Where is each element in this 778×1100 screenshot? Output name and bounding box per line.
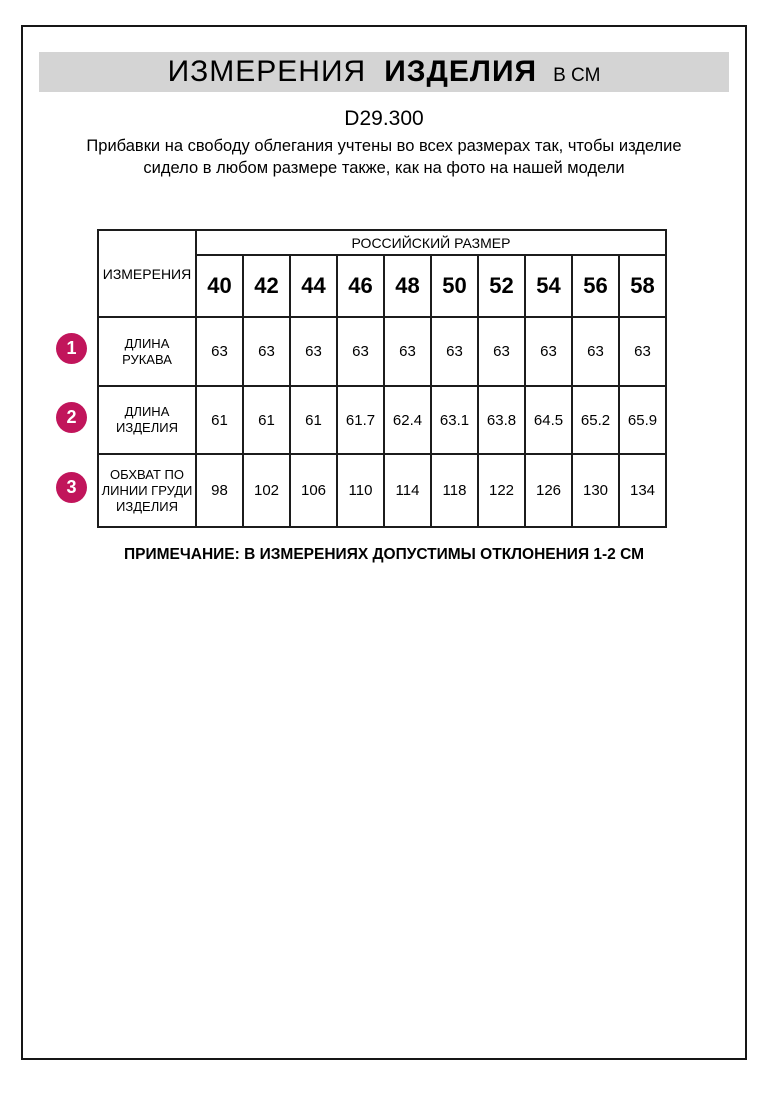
size-col-header: 48 [384, 255, 431, 317]
tolerance-note: ПРИМЕЧАНИЕ: В ИЗМЕРЕНИЯХ ДОПУСТИМЫ ОТКЛОНЕНИЯ 1-2 СМ [123, 546, 645, 563]
measurement-row [98, 386, 666, 454]
value-cell: 63 [337, 317, 384, 386]
value-cell: 61 [290, 386, 337, 454]
size-col-header: 50 [431, 255, 478, 317]
value-cell: 63 [478, 317, 525, 386]
measurement-row [98, 317, 666, 386]
corner-header-cell: ИЗМЕРЕНИЯ [98, 230, 196, 317]
value-cell: 63 [290, 317, 337, 386]
model-code: D29.300 [344, 107, 424, 130]
page-title-main: ИЗМЕРЕНИЯ [167, 55, 367, 88]
value-cell: 98 [196, 454, 243, 527]
value-cell: 114 [384, 454, 431, 527]
measurements-table-section [23, 229, 745, 528]
title-banner [39, 52, 729, 92]
size-col-header: 52 [478, 255, 525, 317]
value-cell: 63 [196, 317, 243, 386]
value-cell: 61 [196, 386, 243, 454]
value-cell: 118 [431, 454, 478, 527]
value-cell: 63 [384, 317, 431, 386]
measurement-row [98, 454, 666, 527]
value-cell: 63 [431, 317, 478, 386]
value-cell: 130 [572, 454, 619, 527]
value-cell: 63 [572, 317, 619, 386]
table-group-header-row [98, 230, 666, 255]
value-cell: 61.7 [337, 386, 384, 454]
size-col-header: 56 [572, 255, 619, 317]
page-title-unit: В СМ [553, 65, 601, 86]
value-cell: 61 [243, 386, 290, 454]
value-cell: 63 [243, 317, 290, 386]
value-cell: 65.2 [572, 386, 619, 454]
size-col-header: 58 [619, 255, 666, 317]
value-cell: 63 [525, 317, 572, 386]
row-label: ДЛИНА ИЗДЕЛИЯ [98, 386, 196, 454]
row-label: ОБХВАТ ПО ЛИНИИ ГРУДИ ИЗДЕЛИЯ [98, 454, 196, 527]
size-col-header: 44 [290, 255, 337, 317]
value-cell: 63.1 [431, 386, 478, 454]
value-cell: 122 [478, 454, 525, 527]
page-title-secondary: ИЗДЕЛИЯ [384, 55, 538, 88]
value-cell: 63.8 [478, 386, 525, 454]
size-col-header: 42 [243, 255, 290, 317]
value-cell: 102 [243, 454, 290, 527]
row-number-badge: 2 [56, 402, 87, 433]
page-frame [21, 25, 747, 1060]
value-cell: 65.9 [619, 386, 666, 454]
table-body [98, 317, 666, 527]
fit-description: Прибавки на свободу облегания учтены во всех размерах так, чтобы изделие сидело в любом размере также, как на фото на нашей модели [86, 137, 682, 177]
size-table [97, 229, 667, 528]
value-cell: 110 [337, 454, 384, 527]
value-cell: 62.4 [384, 386, 431, 454]
value-cell: 134 [619, 454, 666, 527]
size-col-header: 54 [525, 255, 572, 317]
size-col-header: 40 [196, 255, 243, 317]
value-cell: 63 [619, 317, 666, 386]
row-number-badge: 3 [56, 472, 87, 503]
row-number-badge: 1 [56, 333, 87, 364]
value-cell: 106 [290, 454, 337, 527]
value-cell: 126 [525, 454, 572, 527]
size-col-header: 46 [337, 255, 384, 317]
value-cell: 64.5 [525, 386, 572, 454]
group-header-cell: РОССИЙСКИЙ РАЗМЕР [196, 230, 666, 255]
row-label: ДЛИНА РУКАВА [98, 317, 196, 386]
